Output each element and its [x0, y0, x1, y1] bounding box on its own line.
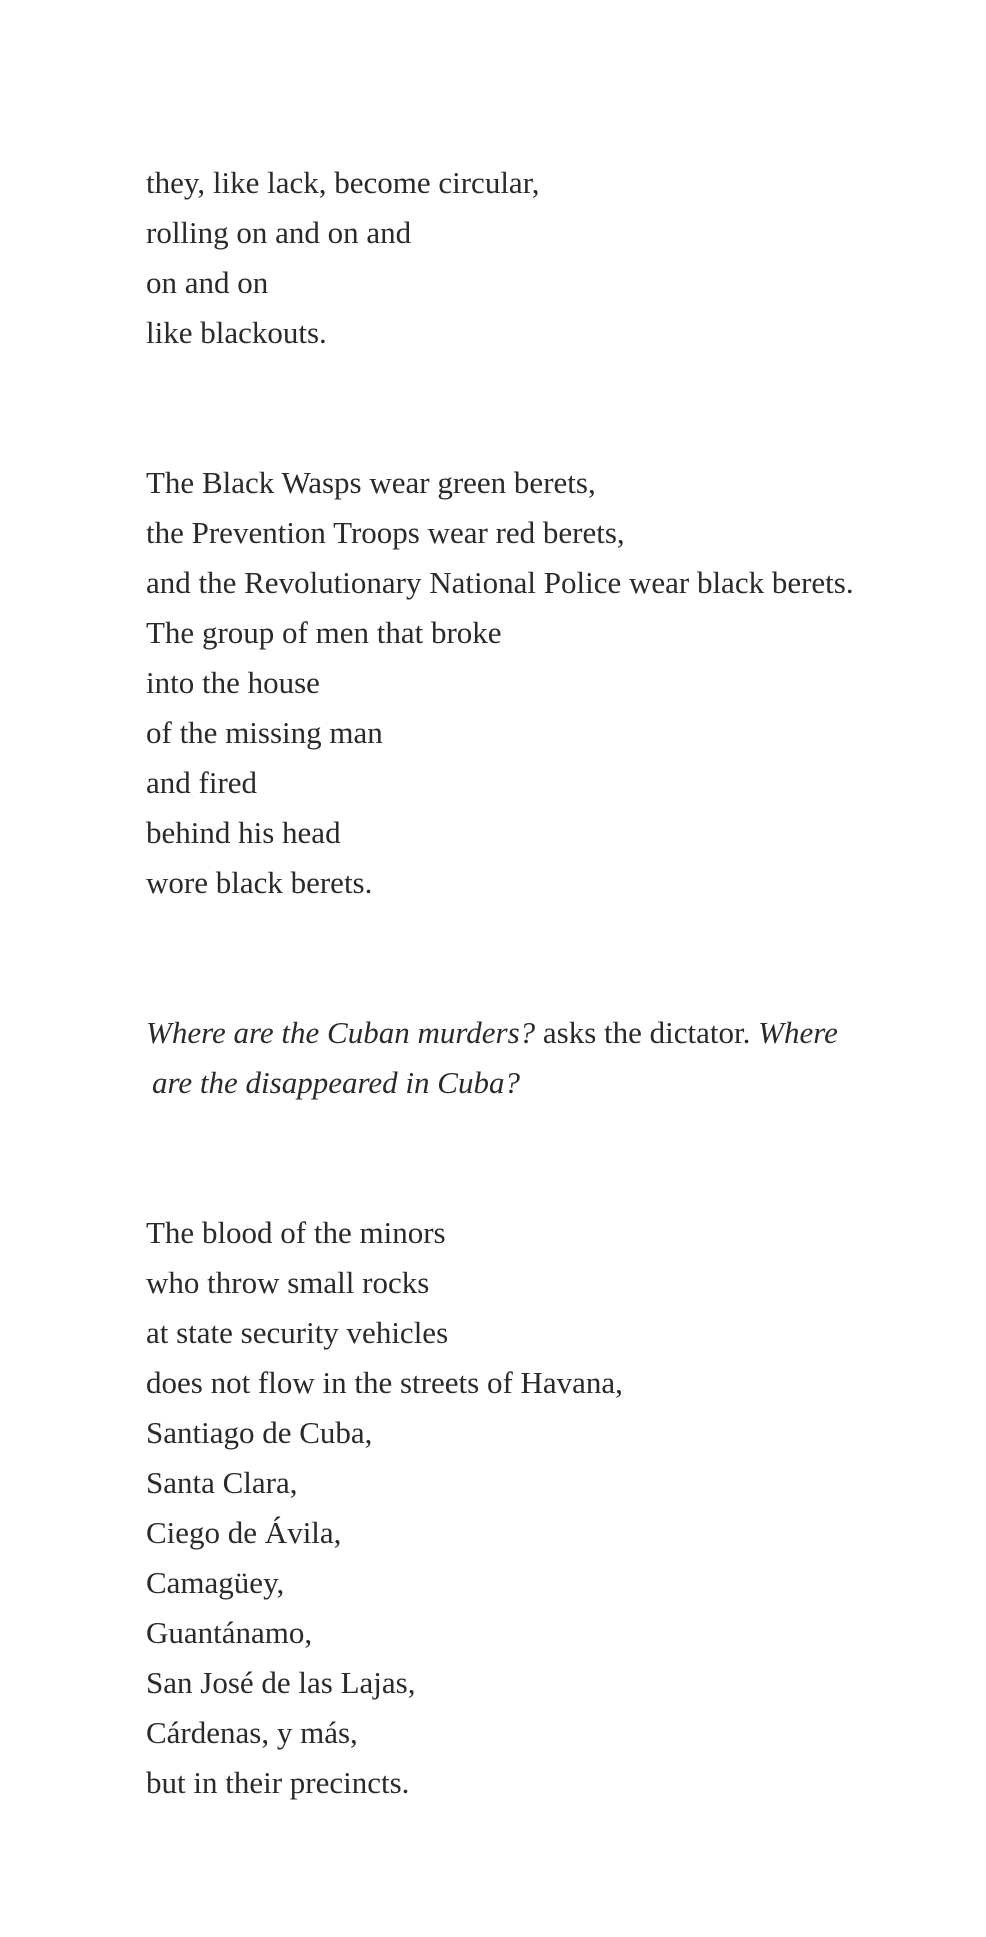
poem-line: Guantánamo, — [146, 1615, 313, 1650]
poem-line: The Black Wasps wear green berets, — [146, 465, 596, 500]
quote-italic-1: Where are the Cuban murders? — [146, 1015, 536, 1050]
poem-line: Camagüey, — [146, 1565, 285, 1600]
poem-line: The blood of the minors — [146, 1215, 446, 1250]
poem-line: and the Revolutionary National Police wear black berets. — [146, 565, 854, 600]
quote-line-1 — [146, 1008, 946, 1058]
poem-line: they, like lack, become circular, — [146, 165, 540, 200]
poem-line: the Prevention Troops wear red berets, — [146, 515, 625, 550]
stanza-4 — [146, 1208, 946, 1808]
poem-line: does not flow in the streets of Havana, — [146, 1365, 623, 1400]
quote-attribution: asks the dictator. — [535, 1015, 759, 1050]
quote-italic-2a: Where — [758, 1015, 838, 1050]
quote-line-2 — [146, 1058, 946, 1108]
poem-line: of the missing man — [146, 715, 383, 750]
poem-line: behind his head — [146, 815, 341, 850]
poem-line: rolling on and on and — [146, 215, 412, 250]
poem-page — [146, 158, 946, 1808]
stanza-3-quote — [146, 1008, 946, 1108]
poem-line: The group of men that broke — [146, 615, 502, 650]
poem-line: on and on — [146, 265, 269, 300]
poem-line: Cárdenas, y más, — [146, 1715, 358, 1750]
poem-line: wore black berets. — [146, 865, 373, 900]
poem-line: at state security vehicles — [146, 1315, 449, 1350]
poem-line: San José de las Lajas, — [146, 1665, 416, 1700]
poem-line: Ciego de Ávila, — [146, 1515, 342, 1550]
poem-line: Santa Clara, — [146, 1465, 298, 1500]
poem-line: into the house — [146, 665, 320, 700]
poem-line: like blackouts. — [146, 315, 327, 350]
poem-line: who throw small rocks — [146, 1265, 430, 1300]
quote-italic-2b: are the disappeared in Cuba? — [152, 1065, 520, 1100]
stanza-1 — [146, 158, 946, 358]
poem-line: and fired — [146, 765, 258, 800]
stanza-2 — [146, 458, 946, 908]
poem-line: Santiago de Cuba, — [146, 1415, 373, 1450]
poem-line: but in their precincts. — [146, 1765, 410, 1800]
